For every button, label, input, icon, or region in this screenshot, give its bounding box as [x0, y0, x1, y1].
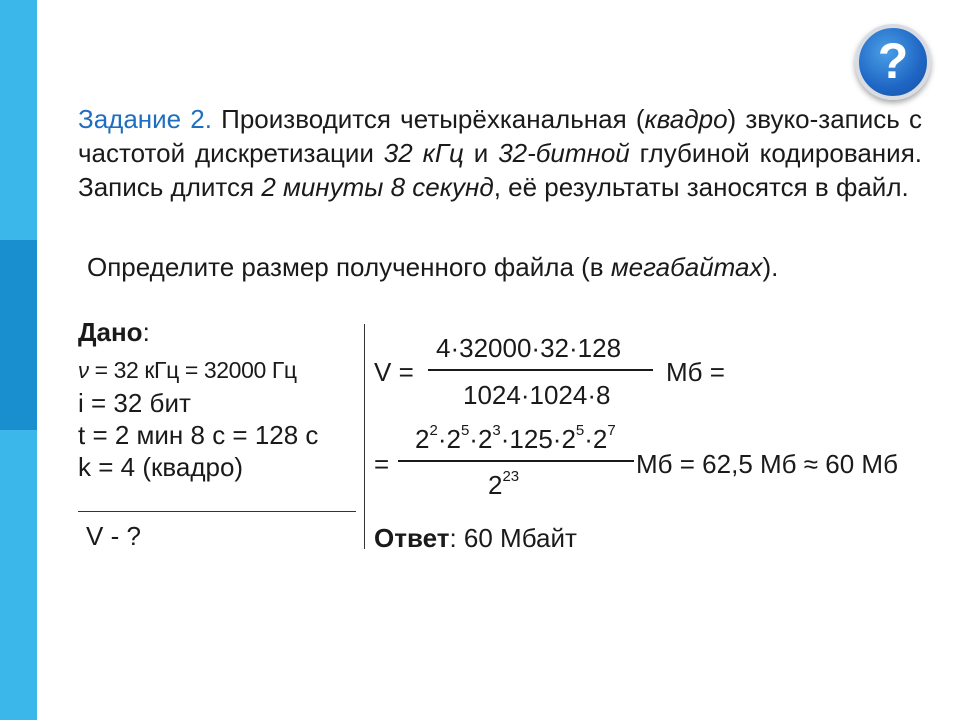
- fraction-2-bar: [398, 460, 634, 462]
- fraction-1-bar: [428, 369, 653, 371]
- given-block: [78, 316, 363, 551]
- column-divider: [364, 324, 365, 549]
- given-divider: [78, 511, 356, 512]
- result-value: Мб = 62,5 Мб ≈ 60 Мб: [636, 449, 898, 479]
- given-frequency: ν = 32 кГц = 32000 Гц: [78, 357, 297, 383]
- fraction-1-denominator: 1024·1024·8: [463, 380, 611, 410]
- task-label: Задание 2.: [78, 104, 212, 134]
- fraction-1-numerator: 4·32000·32·128: [436, 333, 622, 363]
- given-heading: Дано:: [78, 317, 150, 347]
- given-bit-depth: i = 32 бит: [78, 388, 191, 418]
- fraction-2-denominator: $2^{23}$: [488, 468, 520, 500]
- equals-sign: =: [374, 449, 390, 479]
- fraction-2-numerator: $2^2\cdot 2^5\cdot 2^3\cdot 125\cdot 2^5\cdot 2^7$: [415, 422, 616, 454]
- left-accent-bar-segment: [0, 240, 37, 430]
- answer: Ответ: 60 Мбайт: [374, 523, 577, 553]
- v-equals: V =: [374, 357, 414, 387]
- given-channels: k = 4 (квадро): [78, 452, 244, 482]
- task-statement: Задание 2. Производится четырёхканальная (квадро) звуко-запись с частотой дискретизации 32 кГц и 32-битной глубиной кодирования. Запись длится 2 минуты 8 секунд, её результаты заносятся в файл.: [78, 104, 922, 202]
- task-question: Определите размер полученного файла (в мегабайтах).: [87, 252, 779, 282]
- find-value: V - ?: [86, 521, 141, 551]
- help-question-button[interactable]: [855, 24, 931, 100]
- mb-equals: Мб =: [666, 357, 725, 387]
- given-time: t = 2 мин 8 с = 128 с: [78, 420, 319, 450]
- question-mark-icon: ?: [877, 33, 909, 89]
